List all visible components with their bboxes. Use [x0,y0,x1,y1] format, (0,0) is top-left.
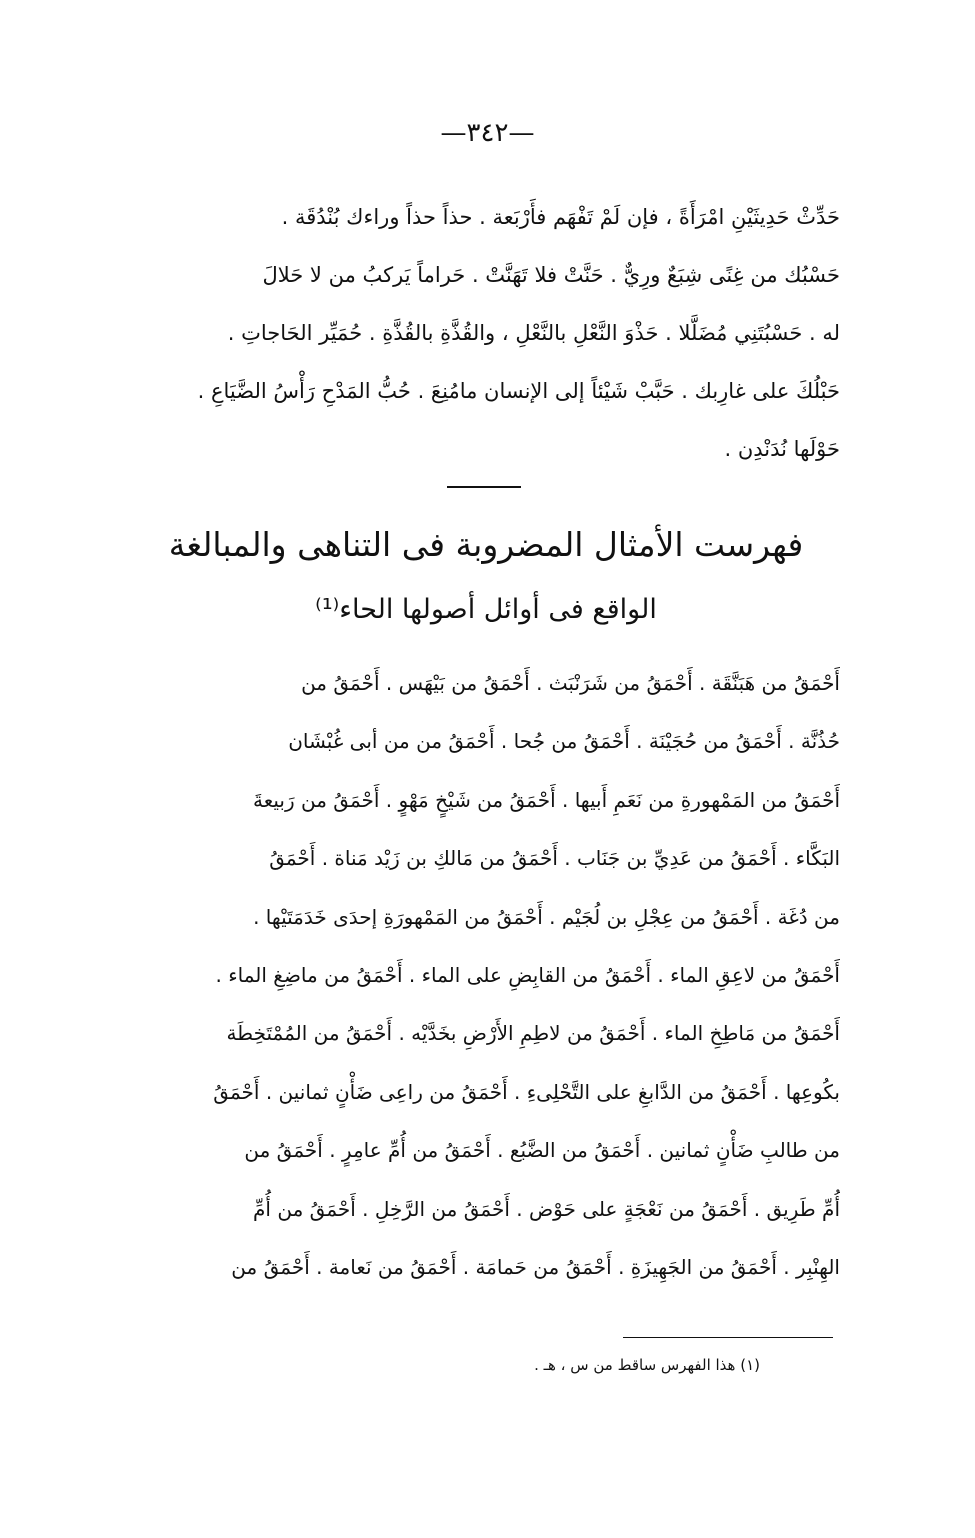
text-line: بكُوعِها . أَحْمَقُ من الدَّابغِ على التَّحْلِىءِ . أَحْمَقُ من راعِى ضَأْنٍ ثمانين . أَحْمَقُ [213,1079,840,1104]
text-line: أَحْمَقُ من مَاطِخِ الماء . أَحْمَقُ من لاطِمِ الأَرْضِ بخَدَّيْه . أَحْمَقُ من المُمْتَخِطَة [226,1021,840,1046]
proverbs-paragraph [132,188,840,478]
text-line: حَبْلُكَ على غارِبك . حَبَّبْ شَيْئاً إلى الإنسان مامُنِعَ . حُبُّ المَدْحِ رَأْسُ الضَّيَاعِ . [197,379,840,403]
text-line: حُذُنَّة . أَحْمَقُ من حُجَيْنَة . أَحْمَقُ من جُحا . أَحْمَقُ من من أبى غُبْشَان [288,729,840,754]
text-line: حَدِّثْ حَدِيثَيْنِ امْرَأَةً ، فإن لَمْ تَفْهَم فأَرْبَعة . حذاً حذاً وراءك بُنْدُقَة . [281,205,840,229]
text-line: حَوْلَها نُدَنْدِن . [724,437,840,461]
text-line: أَحْمَقُ من هَبَنَّقَة . أَحْمَقُ من شَرَنْبَث . أَحْمَقُ من بَيْهَس . أَحْمَقُ من [301,671,840,695]
section-divider [447,486,521,488]
text-line: أَحْمَقُ من لاعِقِ الماء . أَحْمَقُ من القابِضِ على الماء . أَحْمَقُ من ماضِغِ الماء . [215,962,840,987]
text-line: من دُغَة . أَحْمَقُ من عِجْلِ بن لُجَيْم . أَحْمَقُ من المَمْهورَةِ إحدَى خَدَمَتَيْها . [253,904,840,929]
text-line: أُمِّ طَرِيق . أَحْمَقُ من نَعْجَةٍ على حَوْض . أَحْمَقُ من الرَّخِلِ . أَحْمَقُ من أُمِّ [253,1196,840,1221]
footnote: (١) هذا الفهرس ساقط من س ، هـ . [534,1356,760,1374]
index-paragraph [132,654,840,1296]
text-line: له . حَسْبُتَنِي مُضَلَّلا . حَذْوَ النَّعْلِ بالنَّعْلِ ، والقُذَّةِ بالقُذَّةِ . حُمَيِّر الحَاجاتِ . [227,321,840,345]
section-title: فهرست الأمثال المضروبة فى التناهى والمبالغة [168,525,804,564]
text-line: أَحْمَقُ من المَمْهورةِ من نَعَمِ أَبيها . أَحْمَقُ من شَيْخٍ مَهْوٍ . أَحْمَقُ من رَبيعةَ [252,787,840,812]
text-line: البَكَّاء . أَحْمَقُ من عَدِيِّ بن جَنَاب . أَحْمَقُ من مَالكِ بن زَيْد مَناة . أَحْمَقُ [269,846,840,871]
section-subtitle: الواقع فى أوائل أصولها الحاء⁽¹⁾ [315,594,657,625]
text-line: الهِنْبِر . أَحْمَقُ من الجَهِيزَةِ . أَحْمَقُ من حَمامَة . أَحْمَقُ من نَعامة . أَحْمَقُ من [231,1254,840,1279]
footnote-divider [623,1337,833,1338]
page-number: —٣٤٢— [440,118,535,148]
text-line: حَسْبُك من غِنًى شِبَعٌ ورِيٌّ . حَنَّتْ فلا تَهَنَّتْ . حَراماً يَركبُ من لا حَلالَ [262,263,840,287]
text-line: من طالبِ ضَأْنٍ ثمانين . أَحْمَقُ من الضَّبُع . أَحْمَقُ من أُمِّ عامِرٍ . أَحْمَقُ من [244,1138,840,1163]
